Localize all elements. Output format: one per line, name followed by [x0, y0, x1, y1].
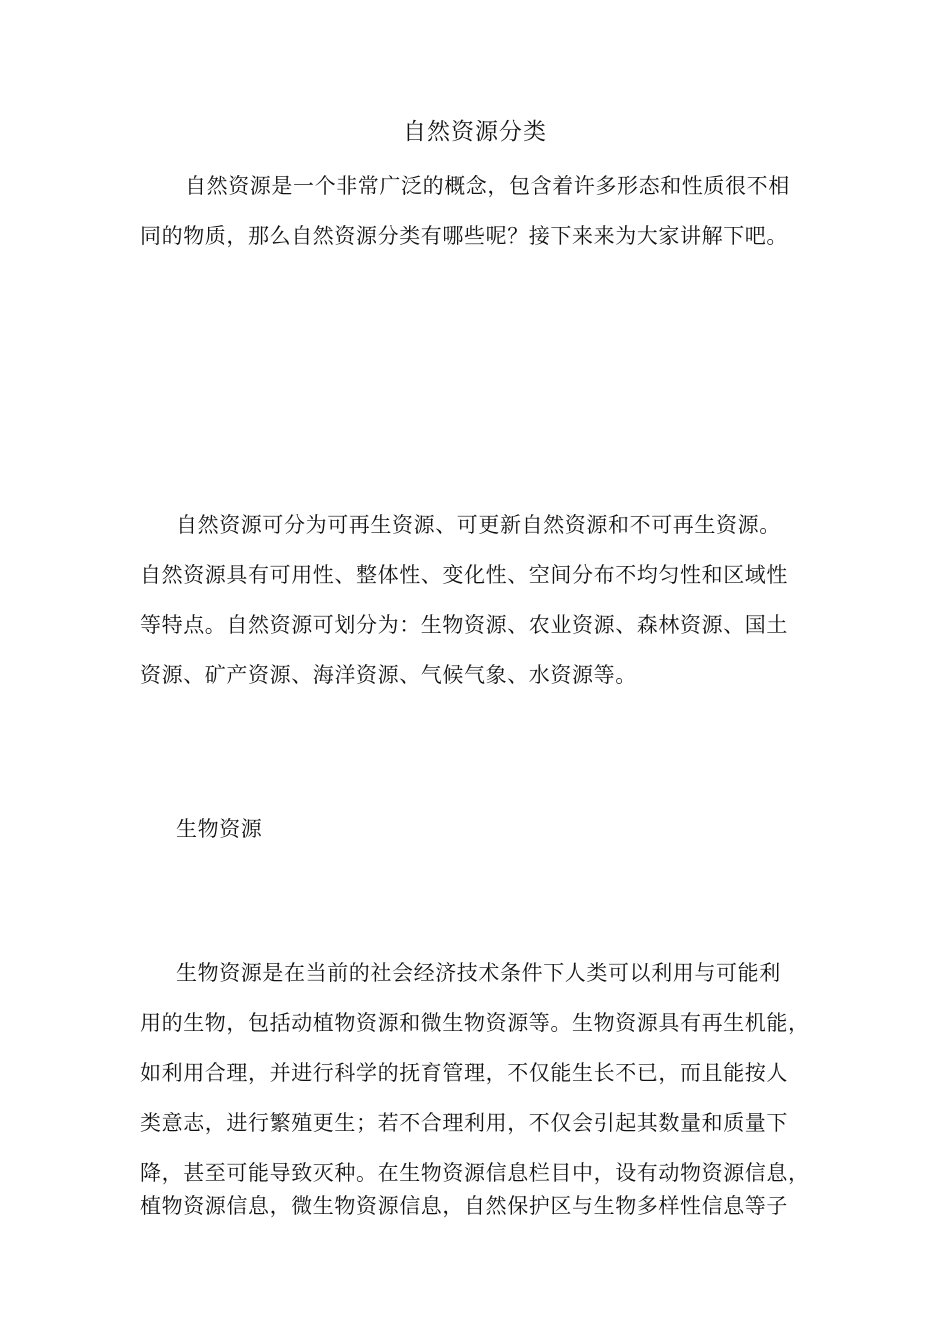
document-title: 自然资源分类 [403, 119, 547, 145]
bio-line-1: 生物资源是在当前的社会经济技术条件下人类可以利用与可能利 [176, 961, 781, 985]
bio-line-2: 用的生物，包括动植物资源和微生物资源等。生物资源具有再生机能， [140, 1011, 810, 1035]
bio-line-4: 类意志，进行繁殖更生；若不合理利用，不仅会引起其数量和质量下 [140, 1111, 788, 1135]
bio-line-5: 降，甚至可能导致灭种。在生物资源信息栏目中，设有动物资源信息， [140, 1161, 810, 1185]
classification-line-1: 自然资源可分为可再生资源、可更新自然资源和不可再生资源。 [176, 513, 781, 537]
intro-line-1: 自然资源是一个非常广泛的概念，包含着许多形态和性质很不相 [185, 174, 790, 198]
classification-line-2: 自然资源具有可用性、整体性、变化性、空间分布不均匀性和区域性 [140, 563, 788, 587]
bio-line-3: 如利用合理，并进行科学的抚育管理，不仅能生长不已，而且能按人 [140, 1061, 788, 1085]
classification-line-3: 等特点。自然资源可划分为：生物资源、农业资源、森林资源、国土 [140, 613, 788, 637]
classification-line-4: 资源、矿产资源、海洋资源、气候气象、水资源等。 [140, 663, 637, 687]
intro-line-2: 同的物质，那么自然资源分类有哪些呢？接下来来为大家讲解下吧。 [140, 224, 788, 248]
section-heading: 生物资源 [176, 817, 263, 841]
bio-line-6: 植物资源信息，微生物资源信息，自然保护区与生物多样性信息等子 [140, 1194, 788, 1218]
